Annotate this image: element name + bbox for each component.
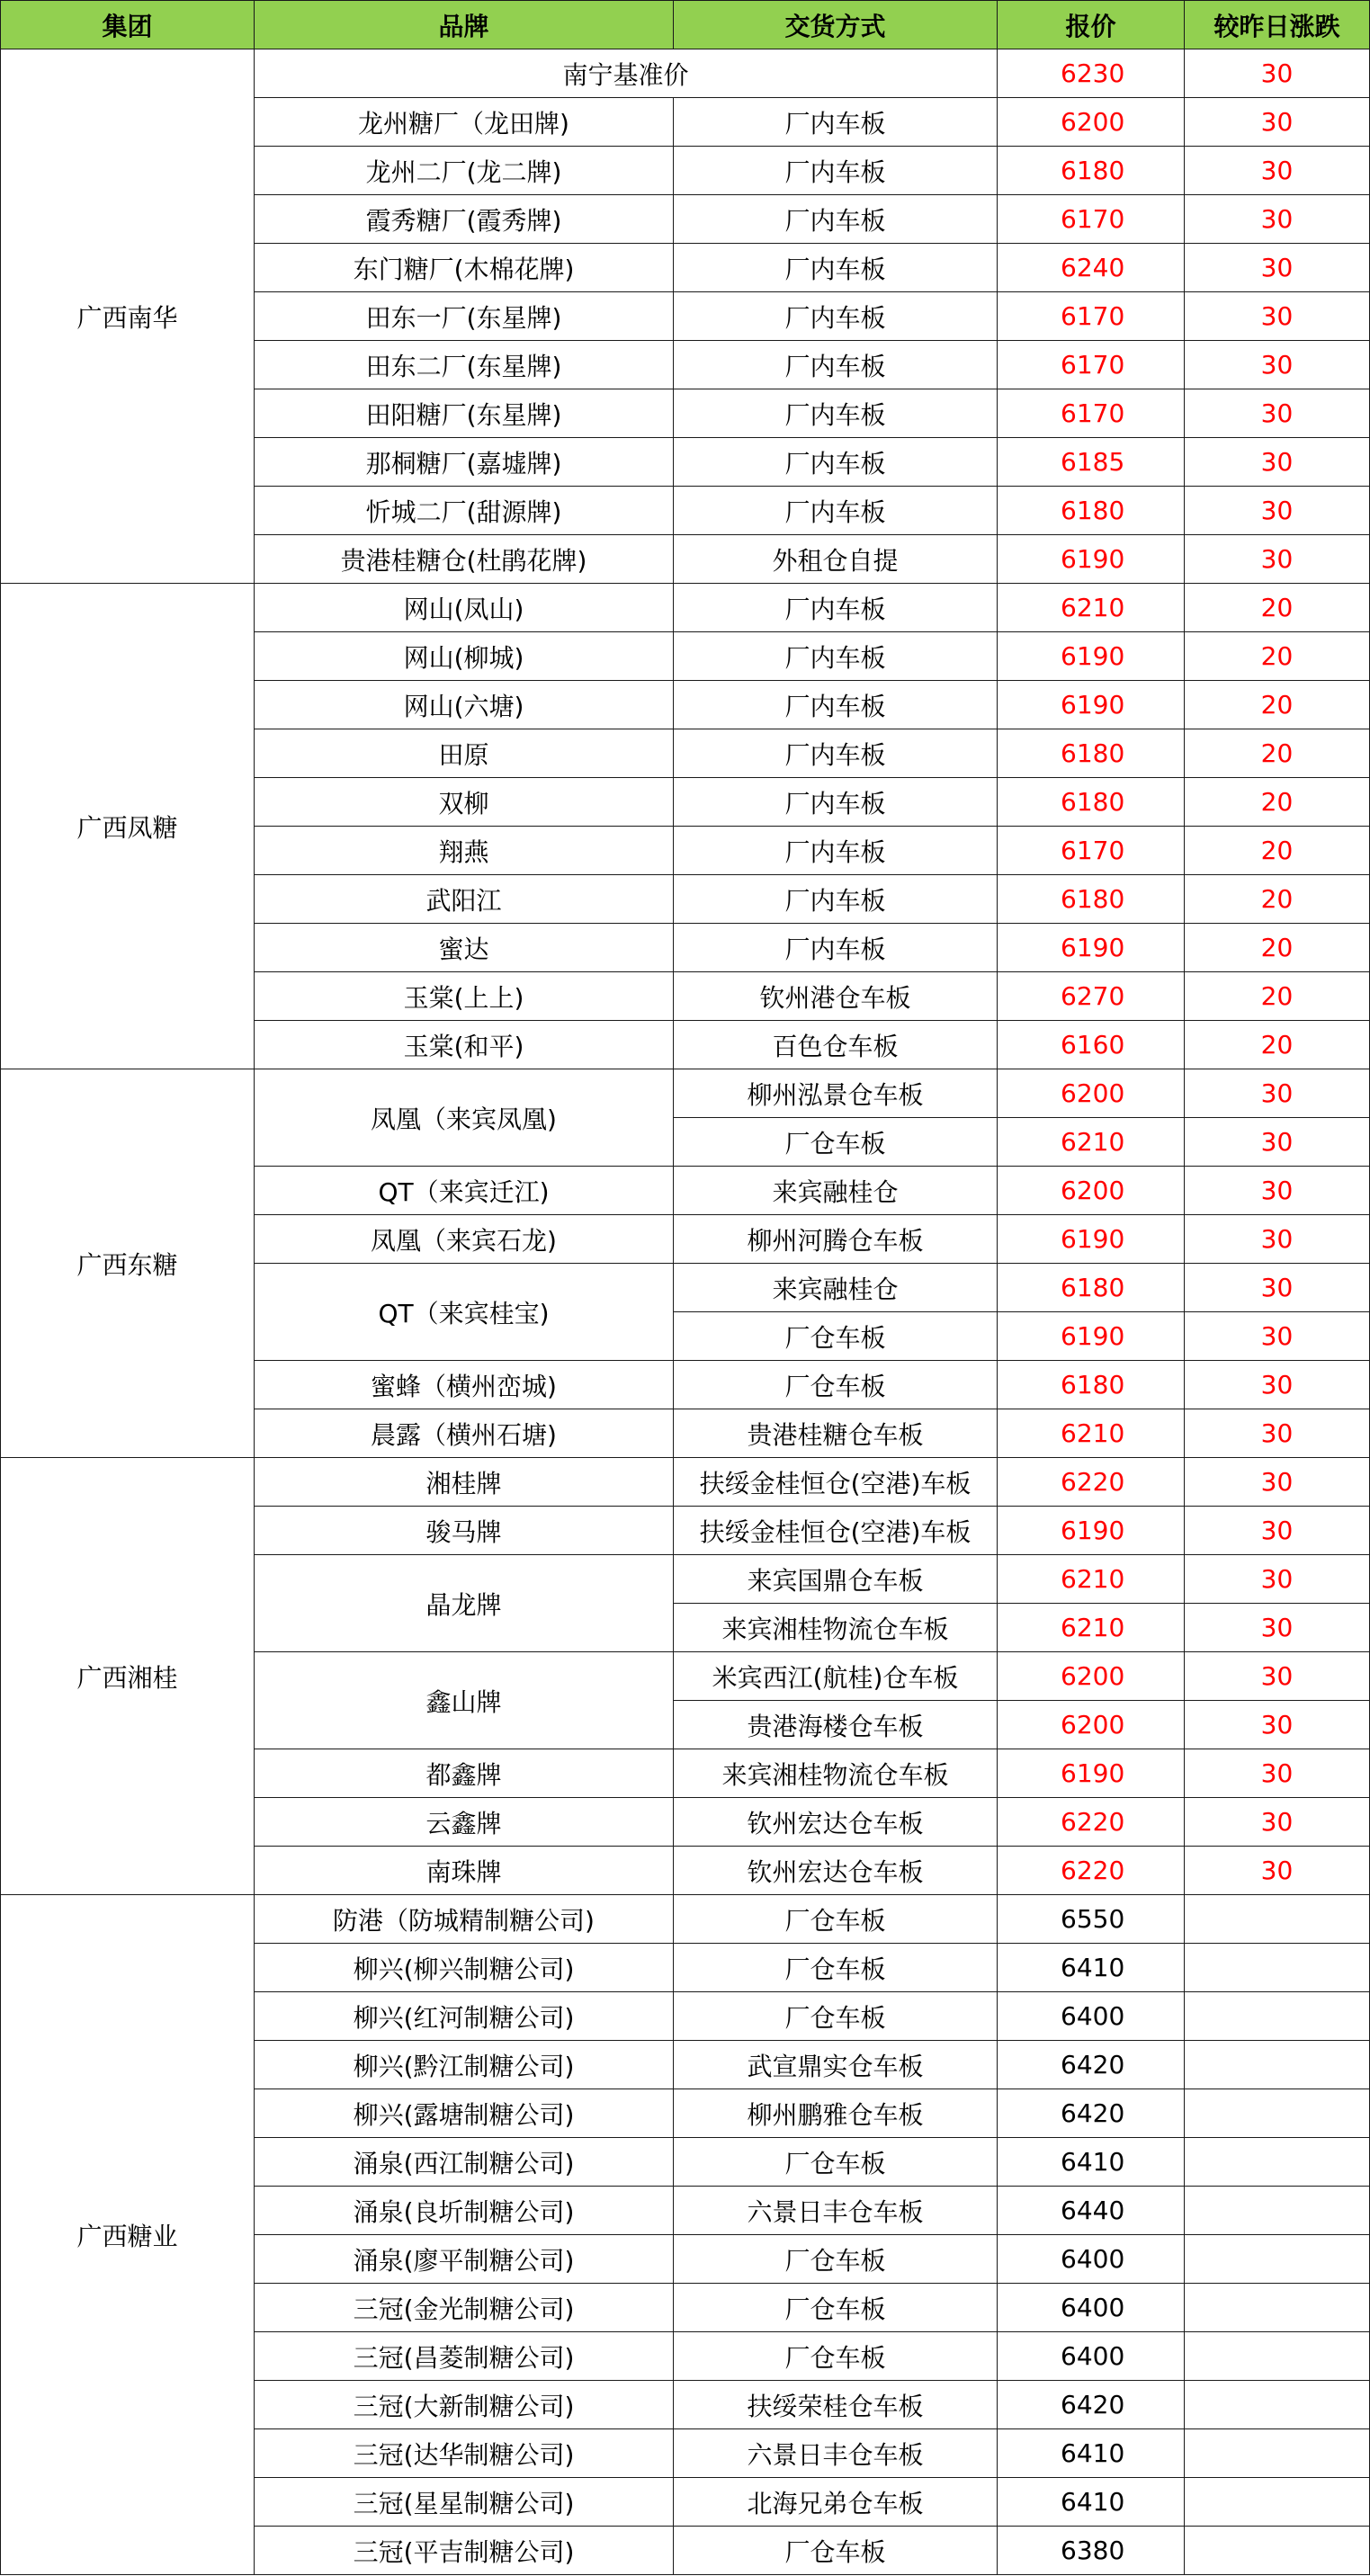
delivery-cell: 来宾湘桂物流仓车板 — [674, 1749, 998, 1798]
change-cell — [1185, 2187, 1370, 2235]
price-cell: 6170 — [998, 195, 1185, 244]
change-cell: 30 — [1185, 244, 1370, 292]
price-cell: 6200 — [998, 1069, 1185, 1118]
change-cell: 30 — [1185, 98, 1370, 147]
brand-cell: 田原 — [255, 729, 674, 778]
group-name-cell: 广西湘桂 — [1, 1458, 255, 1895]
change-cell: 30 — [1185, 1167, 1370, 1215]
delivery-cell: 来宾国鼎仓车板 — [674, 1555, 998, 1604]
brand-cell: 柳兴(黔江制糖公司) — [255, 2041, 674, 2089]
header-row — [1, 1, 1370, 49]
delivery-cell: 厂内车板 — [674, 292, 998, 341]
table-body — [1, 49, 1370, 2575]
price-cell: 6400 — [998, 2284, 1185, 2332]
price-cell: 6210 — [998, 1555, 1185, 1604]
change-cell: 30 — [1185, 535, 1370, 584]
table-row — [1, 1895, 1370, 1944]
delivery-cell: 百色仓车板 — [674, 1021, 998, 1069]
change-cell — [1185, 2332, 1370, 2381]
brand-cell: 网山(凤山) — [255, 584, 674, 632]
delivery-cell: 厂仓车板 — [674, 1361, 998, 1409]
change-cell: 30 — [1185, 1458, 1370, 1507]
delivery-cell: 来宾融桂仓 — [674, 1167, 998, 1215]
price-cell: 6185 — [998, 438, 1185, 487]
brand-cell: 三冠(昌菱制糖公司) — [255, 2332, 674, 2381]
delivery-cell: 厂内车板 — [674, 632, 998, 681]
price-cell: 6180 — [998, 729, 1185, 778]
price-cell: 6410 — [998, 2478, 1185, 2527]
brand-cell: 那桐糖厂(嘉墟牌) — [255, 438, 674, 487]
header-price: 报价 — [998, 1, 1185, 49]
brand-cell: 凤凰（来宾石龙) — [255, 1215, 674, 1264]
change-cell — [1185, 2478, 1370, 2527]
change-cell: 20 — [1185, 584, 1370, 632]
delivery-cell: 厂仓车板 — [674, 2332, 998, 2381]
delivery-cell: 厂内车板 — [674, 341, 998, 389]
change-cell: 30 — [1185, 438, 1370, 487]
price-cell: 6220 — [998, 1847, 1185, 1895]
price-cell: 6180 — [998, 487, 1185, 535]
change-cell: 20 — [1185, 875, 1370, 924]
change-cell: 30 — [1185, 1409, 1370, 1458]
brand-cell: 霞秀糖厂(霞秀牌) — [255, 195, 674, 244]
brand-cell: 三冠(星星制糖公司) — [255, 2478, 674, 2527]
price-cell: 6240 — [998, 244, 1185, 292]
change-cell — [1185, 1944, 1370, 1992]
change-cell — [1185, 2089, 1370, 2138]
price-cell: 6550 — [998, 1895, 1185, 1944]
delivery-cell: 米宾西江(航桂)仓车板 — [674, 1652, 998, 1701]
brand-cell: 网山(柳城) — [255, 632, 674, 681]
brand-cell: 田东一厂(东星牌) — [255, 292, 674, 341]
delivery-cell: 厂内车板 — [674, 147, 998, 195]
price-cell: 6210 — [998, 1118, 1185, 1167]
change-cell — [1185, 1895, 1370, 1944]
price-cell: 6170 — [998, 292, 1185, 341]
brand-cell: 东门糖厂(木棉花牌) — [255, 244, 674, 292]
brand-cell: 田东二厂(东星牌) — [255, 341, 674, 389]
brand-cell: 鑫山牌 — [255, 1652, 674, 1749]
price-cell: 6180 — [998, 147, 1185, 195]
brand-cell: 涌泉(良圻制糖公司) — [255, 2187, 674, 2235]
brand-cell: QT（来宾迁江) — [255, 1167, 674, 1215]
delivery-cell: 厂内车板 — [674, 195, 998, 244]
delivery-cell: 厂内车板 — [674, 827, 998, 875]
brand-cell: 龙州二厂(龙二牌) — [255, 147, 674, 195]
price-cell: 6170 — [998, 389, 1185, 438]
delivery-cell: 厂仓车板 — [674, 1895, 998, 1944]
brand-cell: 涌泉(西江制糖公司) — [255, 2138, 674, 2187]
price-cell: 6190 — [998, 924, 1185, 972]
price-cell: 6180 — [998, 778, 1185, 827]
delivery-cell: 武宣鼎实仓车板 — [674, 2041, 998, 2089]
change-cell: 30 — [1185, 1361, 1370, 1409]
delivery-cell: 钦州宏达仓车板 — [674, 1847, 998, 1895]
price-cell: 6210 — [998, 1604, 1185, 1652]
delivery-cell: 厂仓车板 — [674, 1118, 998, 1167]
price-cell: 6420 — [998, 2041, 1185, 2089]
delivery-cell: 厂仓车板 — [674, 1312, 998, 1361]
change-cell: 30 — [1185, 1555, 1370, 1604]
price-cell: 6400 — [998, 1992, 1185, 2041]
price-cell: 6410 — [998, 1944, 1185, 1992]
table-row — [1, 1069, 1370, 1118]
price-cell: 6190 — [998, 1749, 1185, 1798]
brand-cell: 玉棠(上上) — [255, 972, 674, 1021]
change-cell — [1185, 2429, 1370, 2478]
change-cell: 30 — [1185, 1069, 1370, 1118]
delivery-cell: 厂仓车板 — [674, 2284, 998, 2332]
change-cell: 20 — [1185, 972, 1370, 1021]
price-cell: 6410 — [998, 2138, 1185, 2187]
change-cell — [1185, 2041, 1370, 2089]
header-brand: 品牌 — [255, 1, 674, 49]
change-cell: 30 — [1185, 1215, 1370, 1264]
delivery-cell: 扶绥荣桂仓车板 — [674, 2381, 998, 2429]
brand-cell: 玉棠(和平) — [255, 1021, 674, 1069]
price-cell: 6190 — [998, 632, 1185, 681]
change-cell: 20 — [1185, 827, 1370, 875]
price-cell: 6180 — [998, 875, 1185, 924]
price-cell: 6400 — [998, 2332, 1185, 2381]
table-row — [1, 1458, 1370, 1507]
delivery-cell: 厂仓车板 — [674, 2235, 998, 2284]
price-cell: 6180 — [998, 1361, 1185, 1409]
brand-cell: 晶龙牌 — [255, 1555, 674, 1652]
delivery-cell: 厂内车板 — [674, 438, 998, 487]
brand-cell: 田阳糖厂(东星牌) — [255, 389, 674, 438]
change-cell: 30 — [1185, 1264, 1370, 1312]
group-name-cell: 广西东糖 — [1, 1069, 255, 1458]
brand-cell: 武阳江 — [255, 875, 674, 924]
price-cell: 6420 — [998, 2381, 1185, 2429]
brand-cell: 都鑫牌 — [255, 1749, 674, 1798]
delivery-cell: 厂内车板 — [674, 487, 998, 535]
price-cell: 6220 — [998, 1798, 1185, 1847]
delivery-cell: 柳州泓景仓车板 — [674, 1069, 998, 1118]
change-cell: 30 — [1185, 49, 1370, 98]
delivery-cell: 柳州河腾仓车板 — [674, 1215, 998, 1264]
change-cell: 30 — [1185, 341, 1370, 389]
price-cell: 6420 — [998, 2089, 1185, 2138]
brand-cell: 涌泉(廖平制糖公司) — [255, 2235, 674, 2284]
change-cell — [1185, 2138, 1370, 2187]
header-change: 较昨日涨跌 — [1185, 1, 1370, 49]
price-cell: 6220 — [998, 1458, 1185, 1507]
price-cell: 6190 — [998, 1312, 1185, 1361]
change-cell: 20 — [1185, 778, 1370, 827]
delivery-cell: 厂内车板 — [674, 924, 998, 972]
price-cell: 6190 — [998, 681, 1185, 729]
change-cell: 20 — [1185, 632, 1370, 681]
price-cell: 6200 — [998, 1167, 1185, 1215]
group-name-cell: 广西凤糖 — [1, 584, 255, 1069]
brand-cell: 湘桂牌 — [255, 1458, 674, 1507]
delivery-cell: 厂仓车板 — [674, 2138, 998, 2187]
table-row — [1, 584, 1370, 632]
change-cell: 30 — [1185, 1749, 1370, 1798]
brand-cell: 防港（防城精制糖公司) — [255, 1895, 674, 1944]
delivery-cell: 厂内车板 — [674, 875, 998, 924]
price-cell: 6270 — [998, 972, 1185, 1021]
change-cell: 30 — [1185, 195, 1370, 244]
price-cell: 6440 — [998, 2187, 1185, 2235]
brand-cell: 柳兴(露塘制糖公司) — [255, 2089, 674, 2138]
delivery-cell: 六景日丰仓车板 — [674, 2429, 998, 2478]
change-cell: 20 — [1185, 681, 1370, 729]
brand-cell: 翔燕 — [255, 827, 674, 875]
change-cell: 30 — [1185, 1507, 1370, 1555]
change-cell: 20 — [1185, 1021, 1370, 1069]
delivery-cell: 贵港桂糖仓车板 — [674, 1409, 998, 1458]
price-cell: 6190 — [998, 1215, 1185, 1264]
group-name-cell: 广西南华 — [1, 49, 255, 584]
brand-cell: 三冠(金光制糖公司) — [255, 2284, 674, 2332]
delivery-cell: 厂内车板 — [674, 389, 998, 438]
change-cell: 30 — [1185, 487, 1370, 535]
price-cell: 6160 — [998, 1021, 1185, 1069]
change-cell: 30 — [1185, 147, 1370, 195]
brand-cell: 骏马牌 — [255, 1507, 674, 1555]
change-cell: 20 — [1185, 729, 1370, 778]
price-cell: 6170 — [998, 827, 1185, 875]
change-cell — [1185, 2284, 1370, 2332]
delivery-cell: 厂仓车板 — [674, 1992, 998, 2041]
brand-cell: 柳兴(红河制糖公司) — [255, 1992, 674, 2041]
delivery-cell: 贵港海楼仓车板 — [674, 1701, 998, 1749]
change-cell: 30 — [1185, 1652, 1370, 1701]
delivery-cell: 外租仓自提 — [674, 535, 998, 584]
change-cell: 30 — [1185, 1118, 1370, 1167]
change-cell: 30 — [1185, 389, 1370, 438]
delivery-cell: 厂内车板 — [674, 729, 998, 778]
delivery-cell: 扶绥金桂恒仓(空港)车板 — [674, 1507, 998, 1555]
change-cell: 30 — [1185, 1798, 1370, 1847]
brand-cell: QT（来宾桂宝) — [255, 1264, 674, 1361]
brand-cell: 三冠(平吉制糖公司) — [255, 2527, 674, 2575]
header-group: 集团 — [1, 1, 255, 49]
delivery-cell: 北海兄弟仓车板 — [674, 2478, 998, 2527]
price-cell: 6170 — [998, 341, 1185, 389]
brand-cell: 三冠(大新制糖公司) — [255, 2381, 674, 2429]
group-name-cell: 广西糖业 — [1, 1895, 255, 2575]
price-cell: 6200 — [998, 1652, 1185, 1701]
change-cell: 30 — [1185, 1604, 1370, 1652]
delivery-cell: 厂仓车板 — [674, 1944, 998, 1992]
delivery-cell: 钦州港仓车板 — [674, 972, 998, 1021]
brand-cell: 南宁基准价 — [255, 49, 998, 98]
delivery-cell: 厂内车板 — [674, 98, 998, 147]
price-cell: 6230 — [998, 49, 1185, 98]
delivery-cell: 厂内车板 — [674, 244, 998, 292]
change-cell — [1185, 2235, 1370, 2284]
change-cell: 30 — [1185, 1701, 1370, 1749]
brand-cell: 双柳 — [255, 778, 674, 827]
change-cell — [1185, 2527, 1370, 2575]
price-cell: 6210 — [998, 1409, 1185, 1458]
delivery-cell: 扶绥金桂恒仓(空港)车板 — [674, 1458, 998, 1507]
delivery-cell: 厂仓车板 — [674, 2527, 998, 2575]
price-cell: 6400 — [998, 2235, 1185, 2284]
change-cell — [1185, 1992, 1370, 2041]
delivery-cell: 柳州鹏雅仓车板 — [674, 2089, 998, 2138]
brand-cell: 三冠(达华制糖公司) — [255, 2429, 674, 2478]
delivery-cell: 六景日丰仓车板 — [674, 2187, 998, 2235]
brand-cell: 忻城二厂(甜源牌) — [255, 487, 674, 535]
delivery-cell: 来宾湘桂物流仓车板 — [674, 1604, 998, 1652]
change-cell: 30 — [1185, 1312, 1370, 1361]
brand-cell: 云鑫牌 — [255, 1798, 674, 1847]
price-cell: 6410 — [998, 2429, 1185, 2478]
brand-cell: 蜜达 — [255, 924, 674, 972]
change-cell — [1185, 2381, 1370, 2429]
price-cell: 6380 — [998, 2527, 1185, 2575]
delivery-cell: 厂内车板 — [674, 584, 998, 632]
brand-cell: 晨露（横州石塘) — [255, 1409, 674, 1458]
brand-cell: 柳兴(柳兴制糖公司) — [255, 1944, 674, 1992]
table-row — [1, 49, 1370, 98]
price-cell: 6200 — [998, 1701, 1185, 1749]
change-cell: 30 — [1185, 292, 1370, 341]
delivery-cell: 厂内车板 — [674, 681, 998, 729]
brand-cell: 南珠牌 — [255, 1847, 674, 1895]
change-cell: 20 — [1185, 924, 1370, 972]
price-cell: 6190 — [998, 535, 1185, 584]
delivery-cell: 厂内车板 — [674, 778, 998, 827]
header-delivery: 交货方式 — [674, 1, 998, 49]
brand-cell: 凤凰（来宾凤凰) — [255, 1069, 674, 1167]
price-cell: 6190 — [998, 1507, 1185, 1555]
change-cell: 30 — [1185, 1847, 1370, 1895]
price-cell: 6180 — [998, 1264, 1185, 1312]
brand-cell: 网山(六塘) — [255, 681, 674, 729]
delivery-cell: 来宾融桂仓 — [674, 1264, 998, 1312]
price-cell: 6200 — [998, 98, 1185, 147]
brand-cell: 蜜蜂（横州峦城) — [255, 1361, 674, 1409]
price-cell: 6210 — [998, 584, 1185, 632]
brand-cell: 贵港桂糖仓(杜鹃花牌) — [255, 535, 674, 584]
delivery-cell: 钦州宏达仓车板 — [674, 1798, 998, 1847]
brand-cell: 龙州糖厂（龙田牌) — [255, 98, 674, 147]
